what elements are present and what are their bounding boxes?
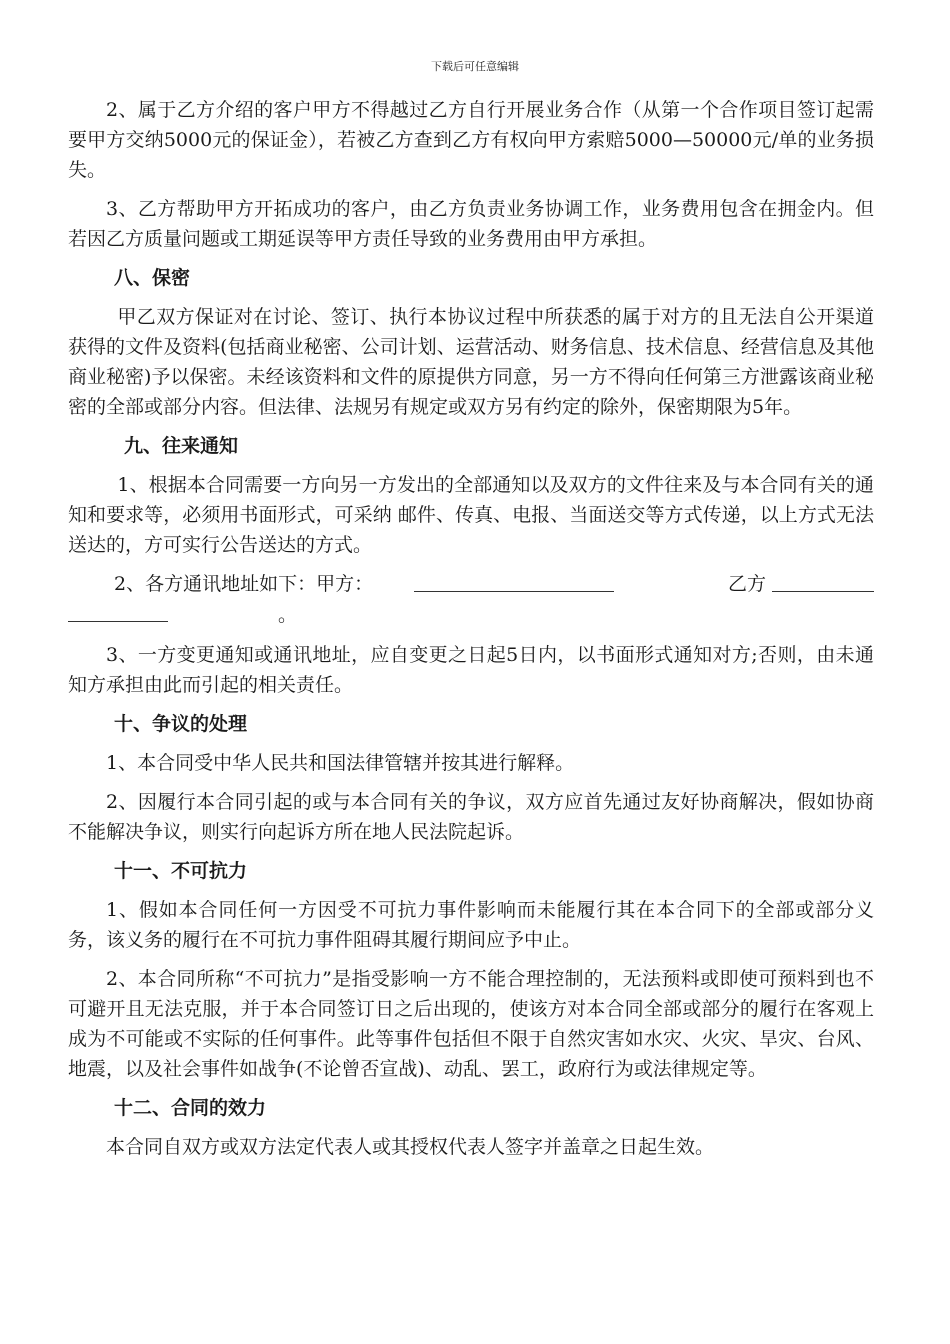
clause-7-item-2: 2、属于乙方介绍的客户甲方不得越过乙方自行开展业务合作（从第一个合作项目签订起需要甲方交纳5000元的保证金），若被乙方查到乙方有权向甲方索赔5000—50000元/单的业务损失。 <box>68 99 874 181</box>
address-blank-party-b <box>772 591 874 592</box>
address-period: 。 <box>278 604 298 626</box>
section-heading-8: 八、保密 <box>114 267 191 289</box>
clause-7-item-3: 3、乙方帮助甲方开拓成功的客户，由乙方负责业务协调工作，业务费用包含在拥金内。但若因乙方质量问题或工期延误等甲方责任导致的业务费用由甲方承担。 <box>68 198 874 250</box>
clause-10-item-1: 1、本合同受中华人民共和国法律管辖并按其进行解释。 <box>106 752 575 774</box>
document-body <box>68 95 874 1171</box>
address-label-party-a: 2、各方通讯地址如下：甲方： <box>114 573 374 595</box>
section-heading-12: 十二、合同的效力 <box>114 1097 267 1119</box>
clause-8-confidentiality: 甲乙双方保证对在讨论、签订、执行本协议过程中所获悉的属于对方的且无法自公开渠道获得的文件及资料(包括商业秘密、公司计划、运营活动、财务信息、技术信息、经营信息及其他商业秘密)予以保密。未经该资料和文件的原提供方同意，另一方不得向任何第三方泄露该商业秘密的全部或部分内容。但法律、法规另有规定或双方另有约定的除外，保密期限为5年。 <box>68 306 874 418</box>
address-label-party-b: 乙方 <box>728 573 767 595</box>
clause-10-item-2: 2、因履行本合同引起的或与本合同有关的争议，双方应首先通过友好协商解决，假如协商不能解决争议，则实行向起诉方所在地人民法院起诉。 <box>68 791 874 843</box>
clause-12-effectiveness: 本合同自双方或双方法定代表人或其授权代表人签字并盖章之日起生效。 <box>106 1136 715 1158</box>
header-note: 下载后可任意编辑 <box>431 60 519 73</box>
clause-9-item-3: 3、一方变更通知或通讯地址，应自变更之日起5日内，以书面形式通知对方;否则，由未通知方承担由此而引起的相关责任。 <box>68 644 874 696</box>
clause-9-item-2-address <box>68 569 874 631</box>
clause-11-item-1: 1、假如本合同任何一方因受不可抗力事件影响而未能履行其在本合同下的全部或部分义务，该义务的履行在不可抗力事件阻碍其履行期间应予中止。 <box>68 899 874 951</box>
section-heading-11: 十一、不可抗力 <box>114 860 248 882</box>
address-blank-party-a <box>414 591 614 592</box>
section-heading-10: 十、争议的处理 <box>114 713 248 735</box>
clause-11-item-2: 2、本合同所称“不可抗力”是指受影响一方不能合理控制的，无法预料或即使可预料到也不可避开且无法克服，并于本合同签订日之后出现的，使该方对本合同全部或部分的履行在客观上成为不可能或不实际的任何事件。此等事件包括但不限于自然灾害如水灾、火灾、旱灾、台风、地震，以及社会事件如战争(不论曾否宣战)、动乱、罢工，政府行为或法律规定等。 <box>68 968 874 1080</box>
clause-9-item-1: 1、根据本合同需要一方向另一方发出的全部通知以及双方的文件往来及与本合同有关的通知和要求等，必须用书面形式，可采纳 邮件、传真、电报、当面送交等方式传递，以上方式无法送达的，方可实行公告送达的方式。 <box>68 474 874 556</box>
address-blank-party-b-cont <box>68 621 168 622</box>
section-heading-9: 九、往来通知 <box>124 435 239 457</box>
